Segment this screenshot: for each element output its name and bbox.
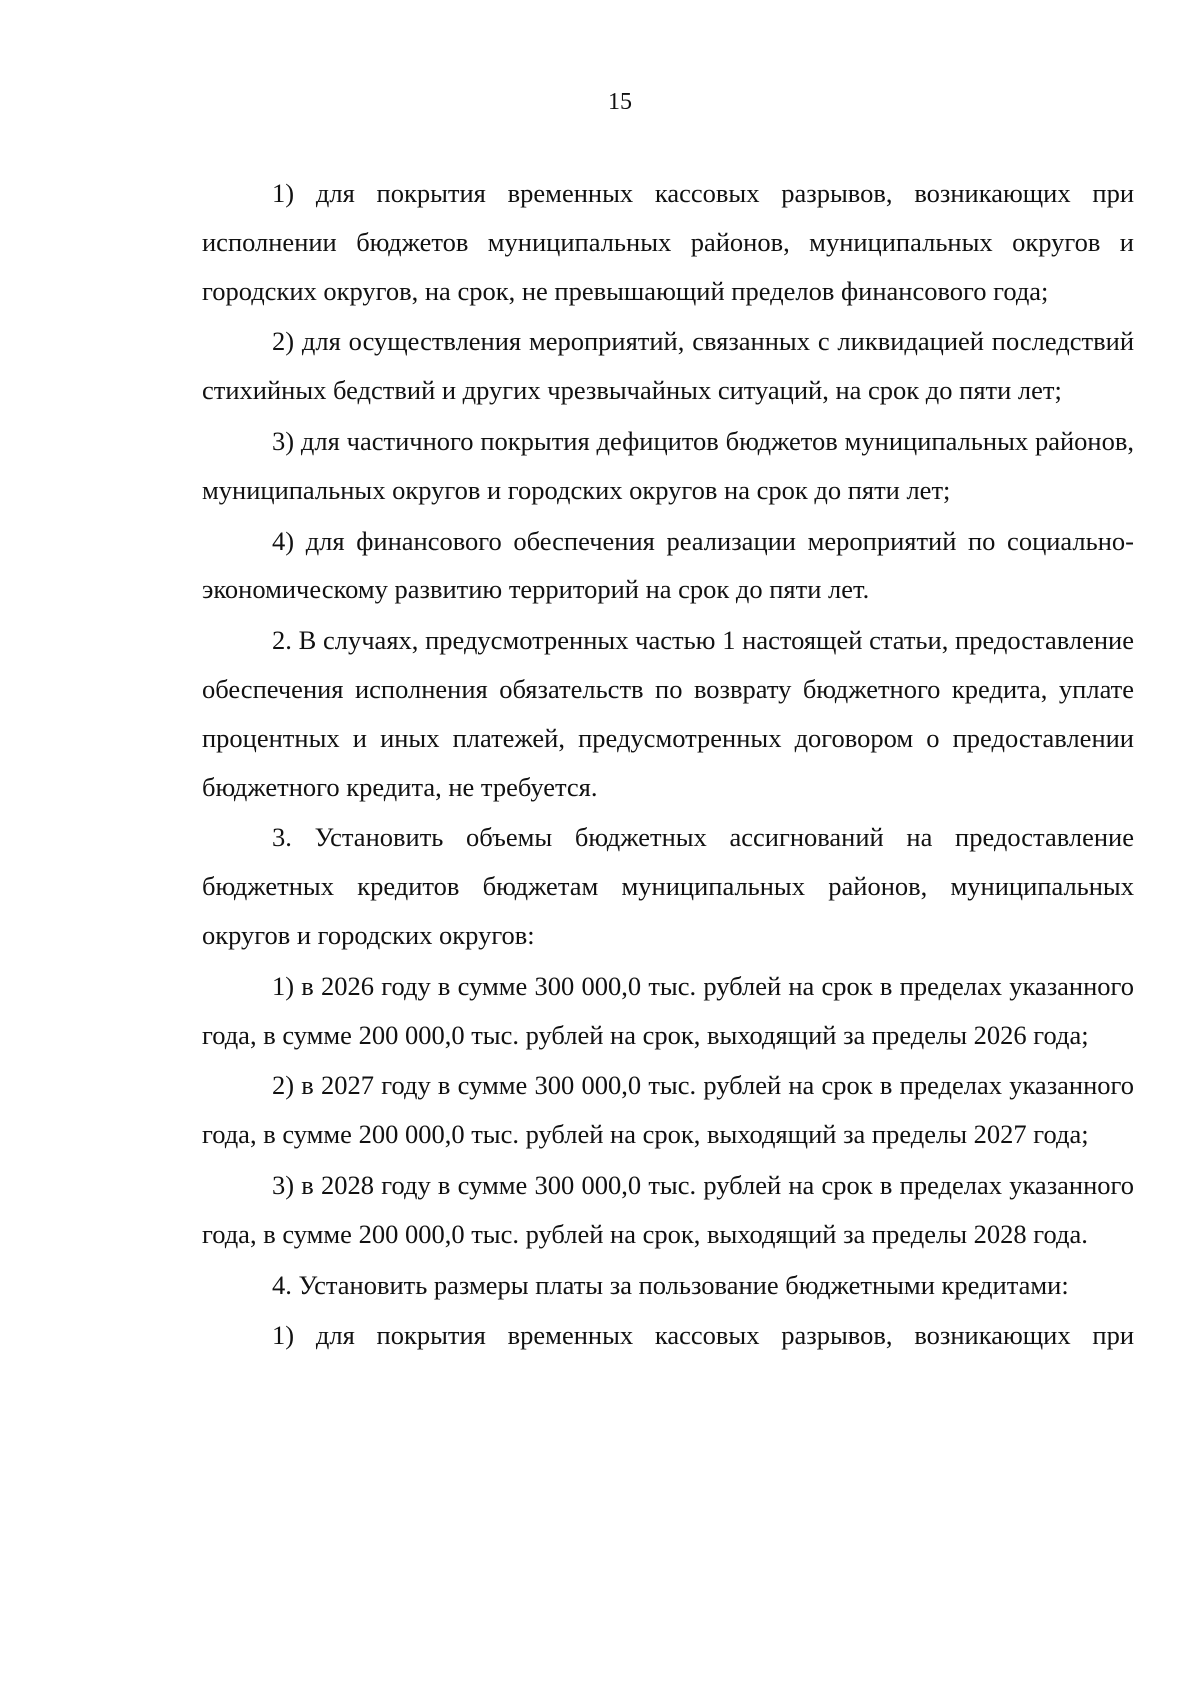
paragraph-2: 2) для осуществления мероприятий, связанных с ликвидацией последствий стихийных бедствий и других чрезвычайных ситуаций, на срок до пяти лет; (202, 326, 1134, 406)
paragraph-3: 3) для частичного покрытия дефицитов бюджетов муниципальных районов, муниципальных округов и городских округов на срок до пяти лет; (202, 425, 1134, 505)
paragraph-5: 2. В случаях, предусмотренных частью 1 настоящей статьи, предоставление обеспечения исполнения обязательств по возврату бюджетного кредита, уплате процентных и иных платежей, предусмотренных договором о предоставлении бюджетного кредита, не требуется. (202, 625, 1134, 802)
page-number: 15 (608, 89, 632, 115)
paragraph-7: 1) в 2026 году в сумме 300 000,0 тыс. рублей на срок в пределах указанного года, в сумме 200 000,0 тыс. рублей на срок, выходящий за пределы 2026 года; (202, 970, 1134, 1050)
paragraph-10: 4. Установить размеры платы за пользование бюджетными кредитами: (272, 1269, 1069, 1300)
document-body (202, 169, 1134, 1362)
paragraph-4: 4) для финансового обеспечения реализации мероприятий по социально-экономическому развитию территорий на срок до пяти лет. (202, 525, 1134, 605)
paragraph-11: 1) для покрытия временных кассовых разрывов, возникающих при (272, 1320, 1134, 1351)
paragraph-6: 3. Установить объемы бюджетных ассигнований на предоставление бюджетных кредитов бюджетам муниципальных районов, муниципальных округов и городских округов: (202, 822, 1134, 950)
paragraph-8: 2) в 2027 году в сумме 300 000,0 тыс. рублей на срок в пределах указанного года, в сумме 200 000,0 тыс. рублей на срок, выходящий за пределы 2027 года; (202, 1070, 1134, 1150)
paragraph-1: 1) для покрытия временных кассовых разрывов, возникающих при исполнении бюджетов муниципальных районов, муниципальных округов и городских округов, на срок, не превышающий пределов финансового года; (202, 178, 1134, 306)
paragraph-9: 3) в 2028 году в сумме 300 000,0 тыс. рублей на срок в пределах указанного года, в сумме 200 000,0 тыс. рублей на срок, выходящий за пределы 2028 года. (202, 1169, 1134, 1249)
